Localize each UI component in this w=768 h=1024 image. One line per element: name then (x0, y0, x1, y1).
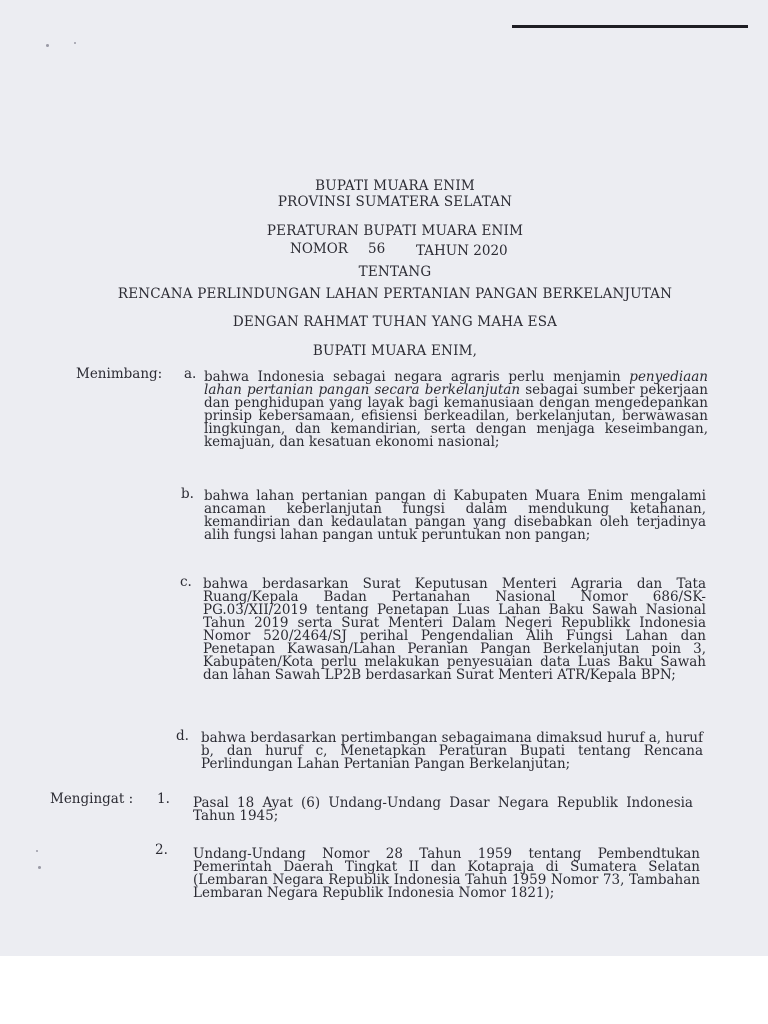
bupati-line: BUPATI MUARA ENIM, (312, 343, 478, 359)
item-marker: d. (176, 728, 189, 744)
menimbang-item-a: bahwa Indonesia sebagai negara agraris perlu menjamin penyediaan lahan pertanian pangan secara berkelanjutan sebagai sumber pekerjaan dan penghidupan yang layak bagi kemanusiaan dengan mengedepankan prinsip kebersamaan, efisiensi berkeadilan, berkelanjutan, berwawasan lingkungan, dan kemandirian, serta dengan menjaga keseimbangan, kemajuan, dan kesatuan ekonomi nasional; (204, 369, 708, 450)
top-rule (512, 25, 748, 28)
item-marker: c. (180, 574, 192, 590)
header-line1: BUPATI MUARA ENIM (315, 178, 475, 194)
scan-speck (74, 42, 76, 44)
item-marker: 2. (155, 842, 168, 858)
item-marker: b. (181, 486, 194, 502)
scan-speck (46, 44, 49, 47)
nomor-label: NOMOR (290, 241, 348, 257)
scan-speck (38, 866, 41, 869)
regulation-subject: RENCANA PERLINDUNGAN LAHAN PERTANIAN PANGAN BERKELANJUTAN (117, 286, 673, 302)
tahun-label: TAHUN 2020 (416, 243, 508, 259)
regulation-title: PERATURAN BUPATI MUARA ENIM (266, 223, 524, 239)
mengingat-label: Mengingat : (50, 791, 134, 807)
header-line2: PROVINSI SUMATERA SELATAN (277, 194, 513, 210)
menimbang-item-c: bahwa berdasarkan Surat Keputusan Menteri Agraria dan Tata Ruang/Kepala Badan Pertanahan Nasional Nomor 686/SK-PG.03/XII/2019 tentang Penetapan Luas Lahan Baku Sawah Nasional Tahun 2019 serta Surat Menteri Dalam Negeri Republikk Indonesia Nomor 520/2464/SJ perihal Pengendalian Alih Fungsi Lahan dan Penetapan Kawasan/Lahan Peranian Pangan Berkelanjutan poin 3, Kabupaten/Kota perlu melakukan penyesuaian data Luas Baku Sawah dan lahan Sawah LP2B berdasarkan Surat Menteri ATR/Kepala BPN; (203, 576, 706, 683)
mengingat-item-1: Pasal 18 Ayat (6) Undang-Undang Dasar Negara Republik Indonesia Tahun 1945; (193, 795, 693, 824)
scan-speck (36, 850, 38, 852)
item-marker: 1. (157, 791, 170, 807)
menimbang-label: Menimbang: (76, 366, 163, 382)
nomor-value: 56 (368, 241, 386, 257)
rahmat-line: DENGAN RAHMAT TUHAN YANG MAHA ESA (232, 314, 558, 330)
item-marker: a. (184, 366, 197, 382)
menimbang-item-b: bahwa lahan pertanian pangan di Kabupaten Muara Enim mengalami ancaman keberlanjutan fungsi dalam mendukung ketahanan, kemandirian dan kedaulatan pangan yang disebabkan oleh terjadinya alih fungsi lahan pangan untuk peruntukan non pangan; (204, 488, 706, 543)
tentang-label: TENTANG (358, 264, 432, 280)
menimbang-item-d: bahwa berdasarkan pertimbangan sebagaimana dimaksud huruf a, huruf b, dan huruf c, Menetapkan Peraturan Bupati tentang Rencana Perlindungan Lahan Pertanian Pangan Berkelanjutan; (201, 730, 703, 772)
mengingat-item-2: Undang-Undang Nomor 28 Tahun 1959 tentang Pembendtukan Pemerintah Daerah Tingkat II dan Kotapraja di Sumatera Selatan (Lembaran Negara Republik Indonesia Tahun 1959 Nomor 73, Tambahan Lembaran Negara Republik Indonesia Nomor 1821); (193, 846, 700, 901)
